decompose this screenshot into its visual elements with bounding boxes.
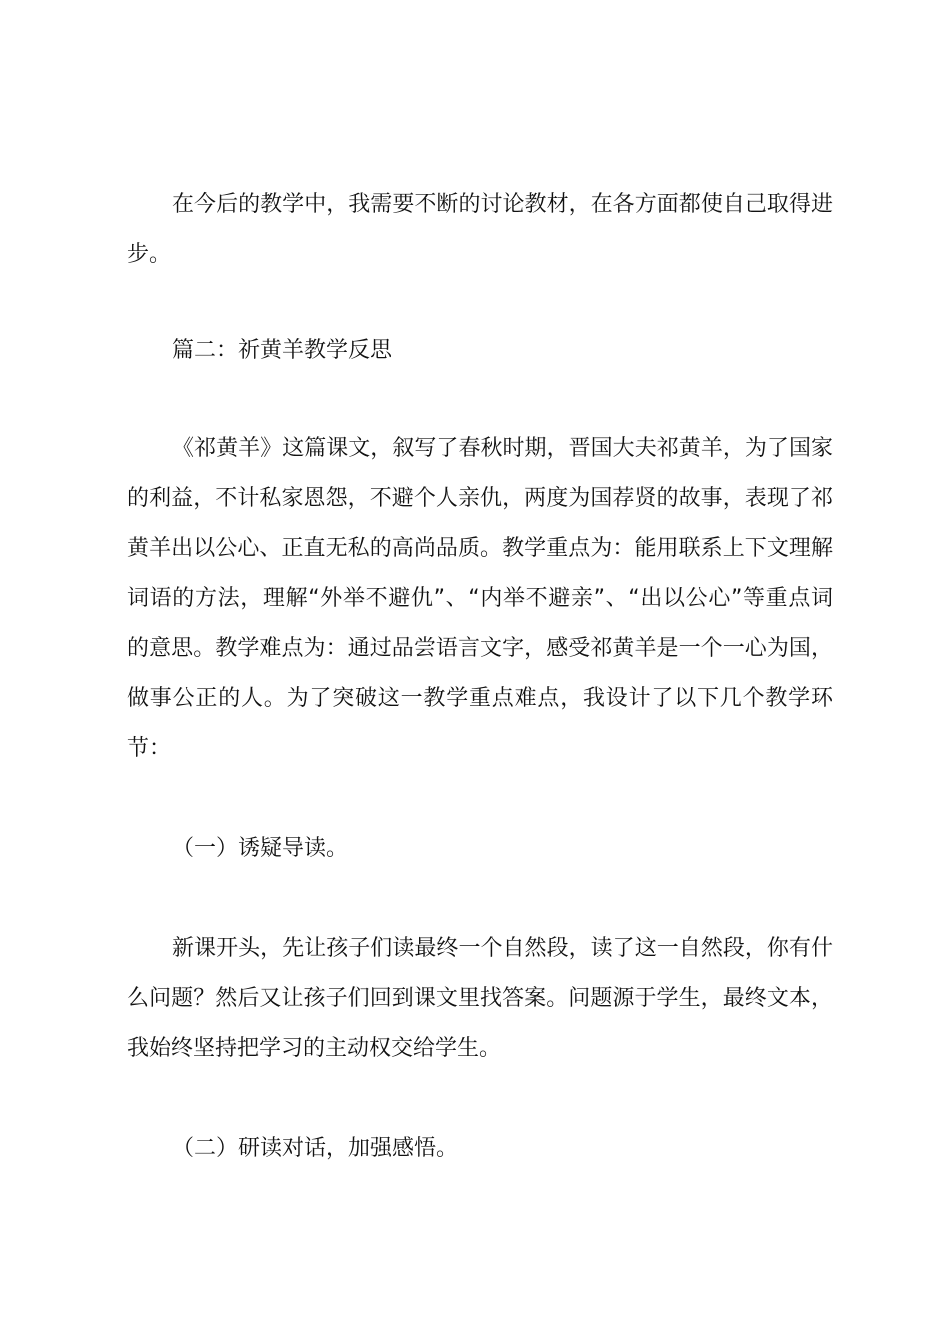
document-page xyxy=(127,180,833,1174)
paragraph-closing-remark: 在今后的教学中，我需要不断的讨论教材，在各方面都使自己取得进步。 xyxy=(127,192,833,267)
section-heading: 篇二：祈黄羊教学反思 xyxy=(172,338,393,363)
subheading-step-one: （一）诱疑导读。 xyxy=(172,836,349,861)
paragraph-step-one: 新课开头，先让孩子们读最终一个自然段，读了这一自然段，你有什么问题？然后又让孩子们回到课文里找答案。问题源于学生，最终文本，我始终坚持把学习的主动权交给学生。 xyxy=(127,936,833,1061)
subheading-step-two: （二）研读对话，加强感悟。 xyxy=(172,1136,459,1161)
paragraph-introduction: 《祁黄羊》这篇课文，叙写了春秋时期，晋国大夫祁黄羊，为了国家的利益，不计私家恩怨，不避个人亲仇，两度为国荐贤的故事，表现了祁黄羊出以公心、正直无私的高尚品质。教学重点为：能用联系上下文理解词语的方法，理解“外举不避仇”、“内举不避亲”、“出以公心”等重点词的意思。教学难点为：通过品尝语言文字，感受祁黄羊是一个一心为国，做事公正的人。为了突破这一教学重点难点，我设计了以下几个教学环节： xyxy=(127,436,833,761)
